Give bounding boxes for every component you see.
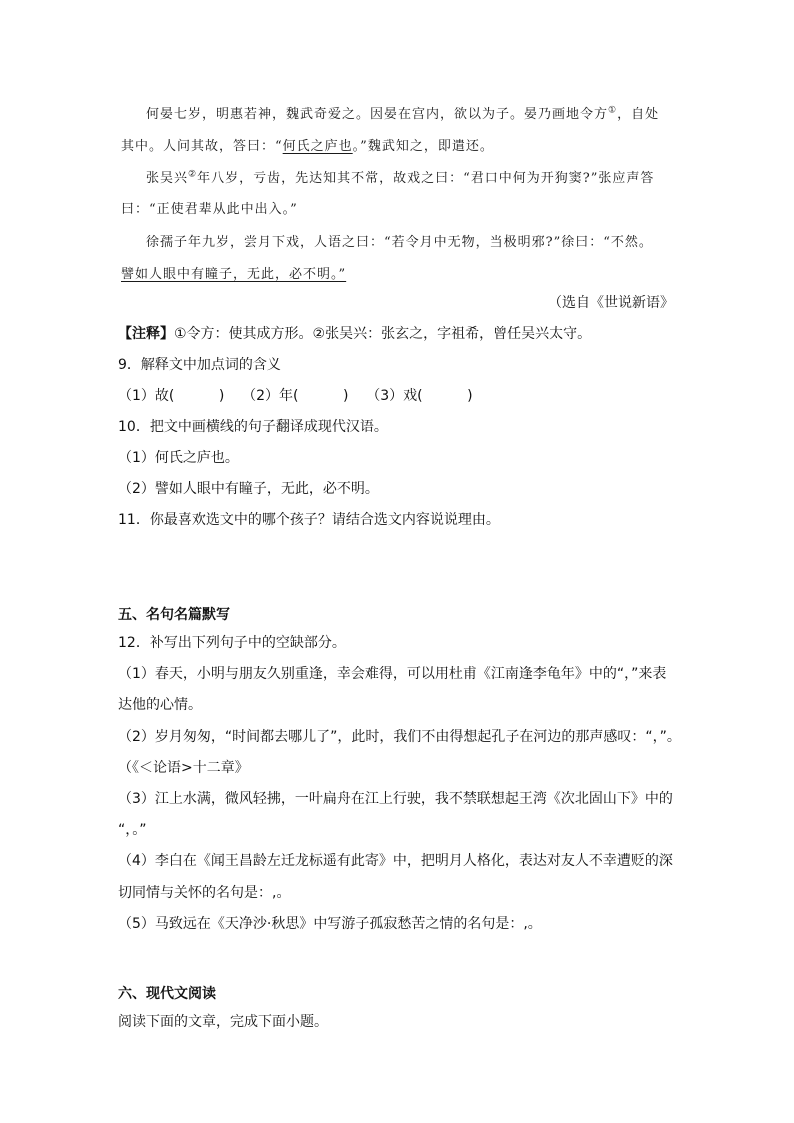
passage-p1-line2 [121, 135, 494, 154]
passage-text: 其中。人问其故，答曰：“ [121, 139, 283, 154]
passage-p2-line2: 曰：“正使君辈从此中出入。” [121, 202, 298, 217]
q12-item1-line1: （1）春天，小明与朋友久别重逢，幸会难得，可以用杜甫《江南逢李龟年》中的“，”来表 [118, 666, 667, 682]
q12-item5: （5）马致远在《天净沙·秋思》中写游子孤寂愁苦之情的名句是：,。 [118, 916, 542, 932]
notes-label: 【注释】 [118, 326, 174, 342]
q11-title: 11．你最喜欢选文中的哪个孩子？请结合选文内容说说理由。 [118, 512, 500, 528]
passage-source: （选自《世说新语》 [548, 295, 674, 311]
passage-p2-line1 [146, 167, 654, 186]
section6-intro: 阅读下面的文章，完成下面小题。 [118, 1014, 328, 1030]
passage-p3-line2 [121, 263, 346, 282]
notes-text: ①令方：使其成方形。②张吴兴：张玄之，字祖希，曾任吴兴太守。 [174, 326, 592, 342]
section6-heading: 六、现代文阅读 [118, 986, 216, 1002]
footnote-mark: ① [608, 105, 618, 116]
q10-item1: （1）何氏之庐也。 [118, 450, 239, 466]
passage-text: 何晏七岁，明惠若神，魏武奇爱之。因晏在宫内，欲以为子。晏乃画地令方 [146, 107, 609, 122]
q12-title: 12．补写出下列句子中的空缺部分。 [118, 635, 346, 651]
q12-item3-line2: “，。” [118, 822, 147, 838]
q12-item2-line1: （2）岁月匆匆，“时间都去哪儿了”，此时，我们不由得想起孔子在河边的那声感叹：“，”。 [118, 729, 681, 745]
q9-items: （1）故( ) （2）年( ) （3）戏( ) [118, 388, 473, 404]
q12-item2-line2: （《＜论语>十二章》 [118, 760, 249, 776]
q12-item3-line1: （3）江上水满，微风轻拂，一叶扁舟在江上行驶，我不禁联想起王湾《次北固山下》中的 [118, 791, 673, 807]
notes [118, 323, 591, 343]
q12-item4-line2: 切同情与关怀的名句是：,。 [118, 885, 291, 901]
passage-text: 张吴兴 [146, 171, 189, 186]
underlined-sentence: 何氏之庐也 [282, 139, 353, 154]
q10-item2: （2）譬如人眼中有瞳子，无此，必不明。 [118, 481, 379, 497]
passage-text: 。”魏武知之，即遣还。 [352, 139, 494, 154]
passage-p1-line1 [146, 103, 659, 122]
passage-text: ” [338, 267, 347, 282]
q12-item1-line2: 达他的心情。 [118, 697, 202, 713]
q10-title: 10．把文中画横线的句子翻译成现代汉语。 [118, 419, 388, 435]
passage-text: ，自处 [617, 107, 660, 122]
passage-text: 年八岁，亏齿，先达知其不常，故戏之曰：“君口中何为开狗窦?”张应声答 [197, 171, 655, 186]
underlined-sentence: 譬如人眼中有瞳子，无此，必不明。 [121, 267, 339, 282]
q12-item4-line1: （4）李白在《闻王昌龄左迁龙标遥有此寄》中，把明月人格化，表达对友人不幸遭贬的深 [118, 853, 673, 869]
section5-heading: 五、名句名篇默写 [118, 607, 230, 623]
footnote-mark: ② [188, 169, 198, 180]
q9-title: 9．解释文中加点词的含义 [118, 357, 281, 373]
passage-p3-line1: 徐孺子年九岁，尝月下戏，人语之曰：“若令月中无物，当极明邪?”徐曰：“不然。 [146, 235, 653, 250]
